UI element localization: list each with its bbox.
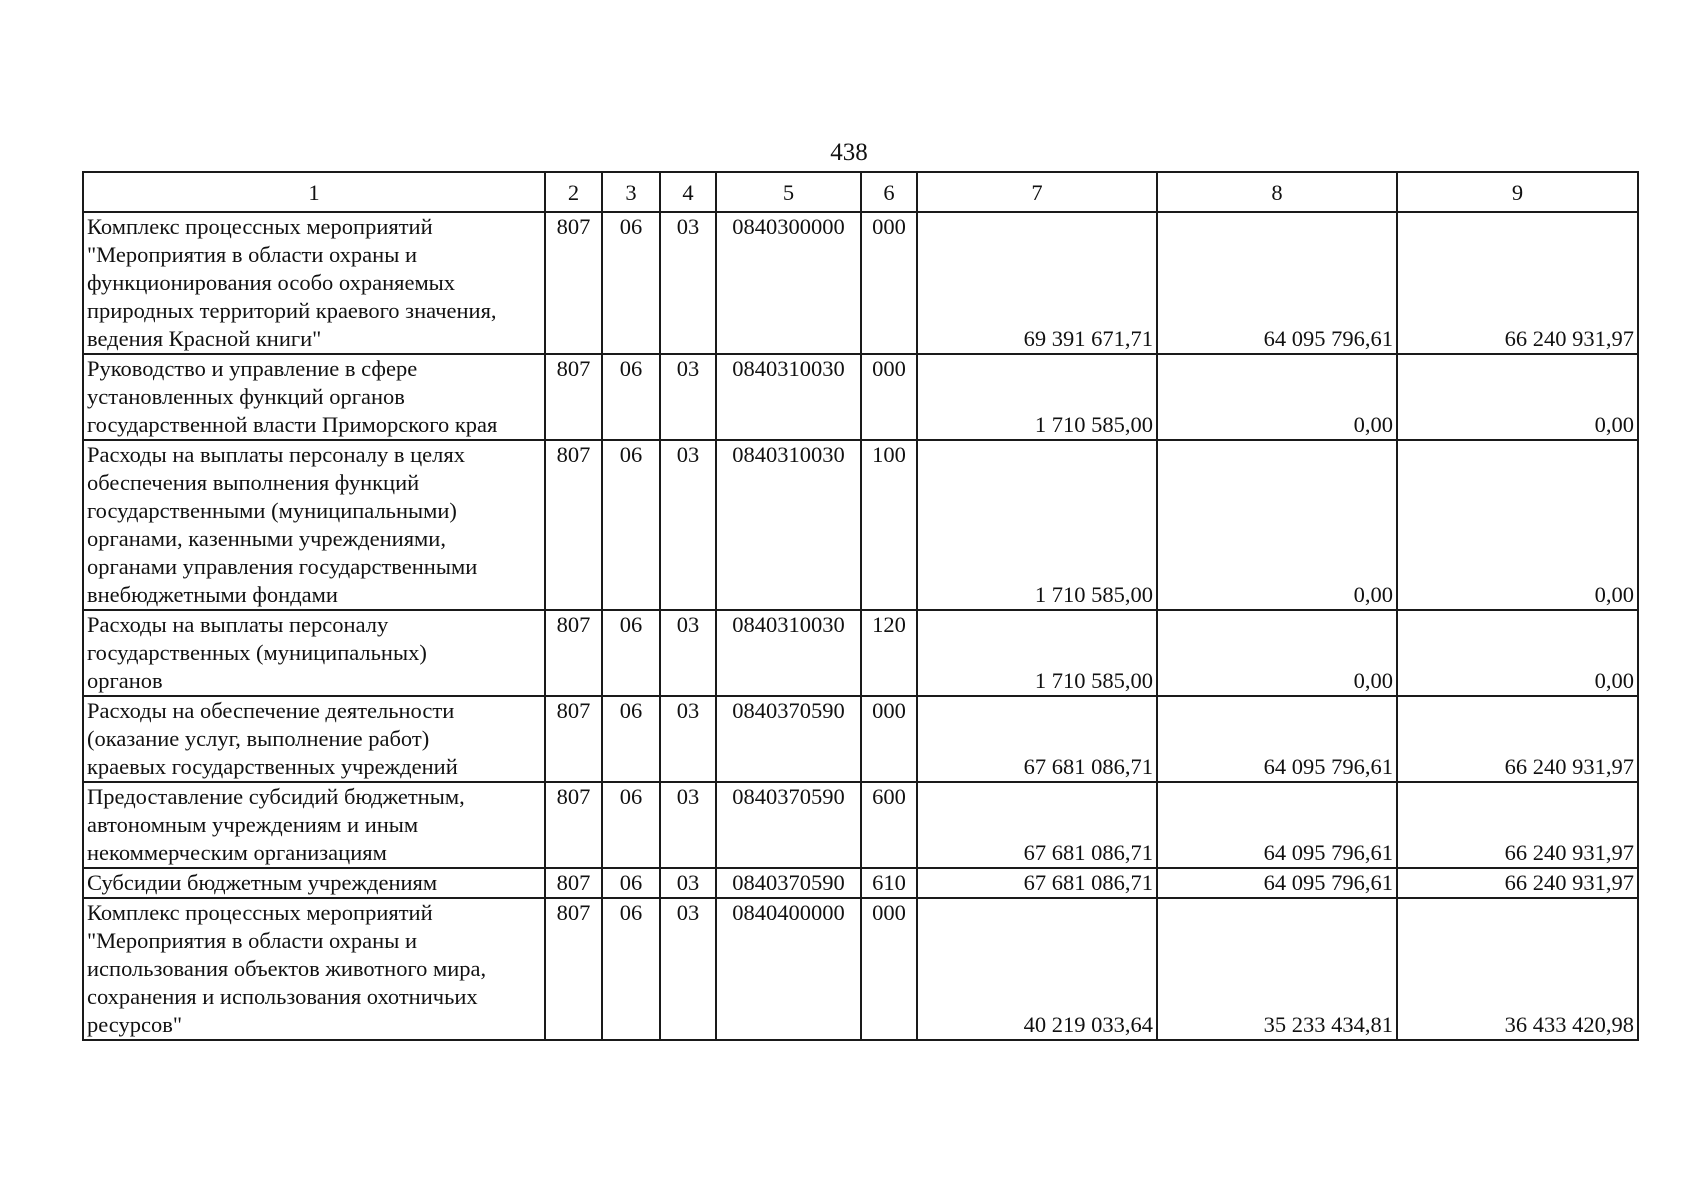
table-row xyxy=(83,696,1638,782)
amount-col-7: 67 681 086,71 xyxy=(917,696,1157,782)
column-header: 9 xyxy=(1397,172,1638,212)
column-header: 7 xyxy=(917,172,1157,212)
amount-col-8: 35 233 434,81 xyxy=(1157,898,1397,1040)
amount-col-8: 64 095 796,61 xyxy=(1157,782,1397,868)
ministry-code: 807 xyxy=(545,212,602,354)
table-row xyxy=(83,354,1638,440)
item-name: Субсидии бюджетным учреждениям xyxy=(83,868,545,898)
subsection-code: 03 xyxy=(660,898,716,1040)
item-name: Расходы на выплаты персоналу в целях обеспечения выполнения функций государственными (муниципальными) органами, казенными учреждениями, органами управления государственными внебюджетными фондами xyxy=(83,440,545,610)
target-article-code: 0840400000 xyxy=(716,898,861,1040)
target-article-code: 0840370590 xyxy=(716,696,861,782)
item-name: Руководство и управление в сфере установленных функций органов государственной власти Приморского края xyxy=(83,354,545,440)
expense-type-code: 120 xyxy=(861,610,917,696)
target-article-code: 0840370590 xyxy=(716,782,861,868)
amount-col-7: 67 681 086,71 xyxy=(917,782,1157,868)
amount-col-7: 1 710 585,00 xyxy=(917,610,1157,696)
table-row xyxy=(83,212,1638,354)
target-article-code: 0840310030 xyxy=(716,354,861,440)
expense-type-code: 000 xyxy=(861,696,917,782)
subsection-code: 03 xyxy=(660,696,716,782)
expense-type-code: 000 xyxy=(861,354,917,440)
amount-col-7: 40 219 033,64 xyxy=(917,898,1157,1040)
amount-col-7: 1 710 585,00 xyxy=(917,354,1157,440)
column-header: 6 xyxy=(861,172,917,212)
ministry-code: 807 xyxy=(545,696,602,782)
ministry-code: 807 xyxy=(545,440,602,610)
amount-col-8: 0,00 xyxy=(1157,440,1397,610)
amount-col-8: 0,00 xyxy=(1157,610,1397,696)
amount-col-8: 64 095 796,61 xyxy=(1157,868,1397,898)
column-header: 1 xyxy=(83,172,545,212)
amount-col-8: 64 095 796,61 xyxy=(1157,212,1397,354)
item-name: Комплекс процессных мероприятий "Мероприятия в области охраны и использования объектов животного мира, сохранения и использования охотничьих ресурсов" xyxy=(83,898,545,1040)
subsection-code: 03 xyxy=(660,782,716,868)
column-header: 3 xyxy=(602,172,660,212)
section-code: 06 xyxy=(602,696,660,782)
subsection-code: 03 xyxy=(660,440,716,610)
expense-type-code: 600 xyxy=(861,782,917,868)
ministry-code: 807 xyxy=(545,782,602,868)
column-header: 2 xyxy=(545,172,602,212)
column-header: 4 xyxy=(660,172,716,212)
table-row xyxy=(83,782,1638,868)
amount-col-9: 36 433 420,98 xyxy=(1397,898,1638,1040)
expense-type-code: 000 xyxy=(861,898,917,1040)
amount-col-7: 67 681 086,71 xyxy=(917,868,1157,898)
amount-col-7: 69 391 671,71 xyxy=(917,212,1157,354)
amount-col-9: 0,00 xyxy=(1397,354,1638,440)
table-row xyxy=(83,868,1638,898)
section-code: 06 xyxy=(602,354,660,440)
ministry-code: 807 xyxy=(545,354,602,440)
page-number: 438 xyxy=(830,139,868,166)
table-row xyxy=(83,440,1638,610)
section-code: 06 xyxy=(602,898,660,1040)
amount-col-9: 66 240 931,97 xyxy=(1397,868,1638,898)
amount-col-8: 0,00 xyxy=(1157,354,1397,440)
subsection-code: 03 xyxy=(660,212,716,354)
ministry-code: 807 xyxy=(545,868,602,898)
item-name: Расходы на выплаты персоналу государственных (муниципальных) органов xyxy=(83,610,545,696)
target-article-code: 0840310030 xyxy=(716,610,861,696)
target-article-code: 0840370590 xyxy=(716,868,861,898)
expense-type-code: 000 xyxy=(861,212,917,354)
budget-table xyxy=(82,171,1639,1041)
ministry-code: 807 xyxy=(545,610,602,696)
amount-col-8: 64 095 796,61 xyxy=(1157,696,1397,782)
section-code: 06 xyxy=(602,610,660,696)
amount-col-9: 0,00 xyxy=(1397,440,1638,610)
ministry-code: 807 xyxy=(545,898,602,1040)
item-name: Комплекс процессных мероприятий "Мероприятия в области охраны и функционирования особо охраняемых природных территорий краевого значения, ведения Красной книги" xyxy=(83,212,545,354)
amount-col-7: 1 710 585,00 xyxy=(917,440,1157,610)
section-code: 06 xyxy=(602,782,660,868)
section-code: 06 xyxy=(602,212,660,354)
column-header: 8 xyxy=(1157,172,1397,212)
amount-col-9: 66 240 931,97 xyxy=(1397,782,1638,868)
section-code: 06 xyxy=(602,440,660,610)
subsection-code: 03 xyxy=(660,868,716,898)
amount-col-9: 0,00 xyxy=(1397,610,1638,696)
section-code: 06 xyxy=(602,868,660,898)
target-article-code: 0840300000 xyxy=(716,212,861,354)
amount-col-9: 66 240 931,97 xyxy=(1397,696,1638,782)
item-name: Предоставление субсидий бюджетным, автономным учреждениям и иным некоммерческим организациям xyxy=(83,782,545,868)
subsection-code: 03 xyxy=(660,610,716,696)
table-row xyxy=(83,610,1638,696)
header-row xyxy=(83,172,1638,212)
expense-type-code: 100 xyxy=(861,440,917,610)
table-row xyxy=(83,898,1638,1040)
expense-type-code: 610 xyxy=(861,868,917,898)
column-header: 5 xyxy=(716,172,861,212)
amount-col-9: 66 240 931,97 xyxy=(1397,212,1638,354)
target-article-code: 0840310030 xyxy=(716,440,861,610)
subsection-code: 03 xyxy=(660,354,716,440)
item-name: Расходы на обеспечение деятельности (оказание услуг, выполнение работ) краевых государственных учреждений xyxy=(83,696,545,782)
